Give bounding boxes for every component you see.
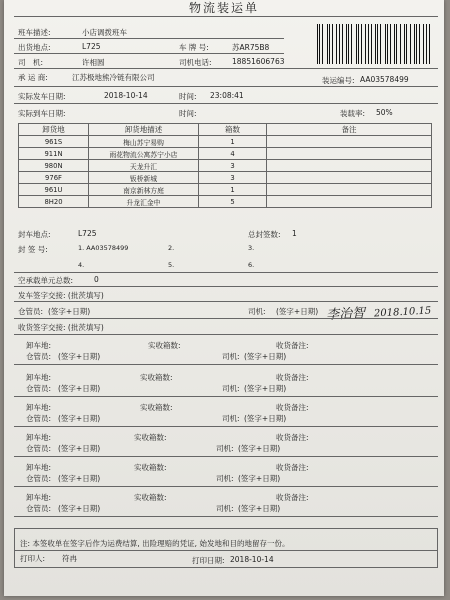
unload-point-label: 卸车地: (26, 493, 52, 502)
seal-location-label: 封车地点: (18, 230, 51, 239)
departure-sign-title: 发车签字交接: (批茨填写) (18, 291, 104, 300)
unload-point-label: 卸车地: (26, 373, 52, 382)
seal-item-2: 2. (168, 244, 175, 252)
divider (14, 16, 438, 17)
divider (14, 286, 438, 287)
divider (14, 272, 438, 273)
loading-no-label: 装运编号: (322, 76, 355, 85)
seal-item-1: 1. AA03578499 (78, 244, 129, 252)
divider (14, 318, 438, 319)
print-date-value: 2018-10-14 (230, 555, 274, 564)
unload-driver-label: 司机: (222, 352, 240, 361)
cell-remark (267, 148, 432, 160)
driver-label: 司 机: (18, 58, 44, 67)
depart-time-label: 时间: (179, 92, 197, 101)
seal-item-6: 6. (248, 261, 255, 269)
unload-driver-hint: (签字+日期) (244, 384, 287, 393)
divider (14, 103, 438, 104)
unload-driver-hint: (签字+日期) (238, 504, 281, 513)
print-date-label: 打印日期: (192, 556, 225, 565)
departure-driver-hint: (签字+日期) (276, 307, 319, 316)
cell-remark (267, 136, 432, 148)
phone-label: 司机电话: (179, 58, 212, 67)
depot-label: 出货地点: (18, 43, 51, 52)
divider (14, 334, 438, 335)
divider (14, 301, 438, 302)
table-row (19, 136, 432, 148)
divider (14, 396, 438, 397)
receive-remark-label: 收货备注: (276, 403, 309, 412)
plate-value: 苏AR75B8 (232, 43, 270, 52)
unload-driver-hint: (签字+日期) (238, 444, 281, 453)
received-qty-label: 实收箱数: (134, 463, 167, 472)
departure-driver-label: 司机: (248, 307, 266, 316)
seal-item-3: 3. (248, 244, 255, 252)
cell-desc: 梅山苏宁易购 (89, 136, 199, 148)
phone-value: 18851606763 (232, 57, 285, 66)
cell-code: 961U (19, 184, 89, 196)
table-row (19, 160, 432, 172)
unload-driver-label: 司机: (216, 444, 234, 453)
loading-no-value: AA03578499 (360, 75, 409, 84)
cell-desc: 钣桥新城 (89, 172, 199, 184)
printer-label: 打印人: (20, 554, 46, 563)
cell-desc: 南京新林方庭 (89, 184, 199, 196)
cell-remark (267, 160, 432, 172)
seal-item-4: 4. (78, 261, 85, 269)
receive-remark-label: 收货备注: (276, 341, 309, 350)
received-qty-label: 实收箱数: (134, 433, 167, 442)
cell-code: 961S (19, 136, 89, 148)
arrive-time-label: 时间: (179, 109, 197, 118)
driver-signature-date: 2018.10.15 (373, 305, 432, 320)
load-rate-value: 50% (376, 108, 393, 117)
empty-boxes-value: 0 (94, 275, 99, 284)
departure-warehouse-label: 仓管员: (18, 307, 44, 316)
route-label: 班车描述: (18, 28, 51, 37)
divider (14, 456, 438, 457)
warehouse-keeper-hint: (签字+日期) (58, 504, 101, 513)
document-title: 物流装运单 (188, 1, 259, 15)
divider (14, 516, 438, 517)
carrier-value: 江苏极地熊冷链有限公司 (72, 73, 155, 82)
cell-desc: 升龙汇金中 (89, 196, 199, 208)
warehouse-keeper-label: 仓管员: (26, 352, 52, 361)
cell-code: 8H20 (19, 196, 89, 208)
warehouse-keeper-label: 仓管员: (26, 384, 52, 393)
seal-no-label: 封 签 号: (18, 245, 48, 254)
cell-boxes: 3 (199, 160, 267, 172)
depot-value: L725 (82, 42, 101, 51)
divider (14, 486, 438, 487)
total-seals-value: 1 (292, 229, 297, 238)
unload-point-label: 卸车地: (26, 403, 52, 412)
received-qty-label: 实收箱数: (148, 341, 181, 350)
received-qty-label: 实收箱数: (140, 403, 173, 412)
unload-point-label: 卸车地: (26, 433, 52, 442)
receive-remark-label: 收货备注: (276, 373, 309, 382)
warehouse-keeper-label: 仓管员: (26, 414, 52, 423)
cell-code: 911N (19, 148, 89, 160)
warehouse-keeper-label: 仓管员: (26, 444, 52, 453)
cell-remark (267, 172, 432, 184)
receive-remark-label: 收货备注: (276, 433, 309, 442)
receiving-title: 收货签字交接: (批茨填写) (18, 323, 104, 332)
warehouse-keeper-label: 仓管员: (26, 504, 52, 513)
divider (14, 53, 284, 54)
divider (14, 38, 284, 39)
unload-driver-label: 司机: (216, 504, 234, 513)
empty-boxes-label: 空承载单元总数: (18, 276, 74, 285)
route-value: 小店调拨班车 (82, 28, 127, 37)
divider (14, 550, 438, 551)
cell-code: 980N (19, 160, 89, 172)
driver-value: 许相圆 (82, 58, 105, 67)
col-header-unload-desc: 卸货地描述 (89, 124, 199, 136)
unload-point-label: 卸车地: (26, 341, 52, 350)
footer-note: 注: 本签收单在签字后作为运费结算, 出险理赔的凭证, 始发地和目的地留存一份。 (20, 539, 290, 548)
warehouse-keeper-hint: (签字+日期) (58, 384, 101, 393)
col-header-remarks: 备注 (267, 124, 432, 136)
warehouse-keeper-label: 仓管员: (26, 474, 52, 483)
unload-point-label: 卸车地: (26, 463, 52, 472)
table-row (19, 196, 432, 208)
depart-date-value: 2018-10-14 (104, 91, 148, 100)
cell-code: 976F (19, 172, 89, 184)
warehouse-keeper-hint: (签字+日期) (58, 352, 101, 361)
depart-time-value: 23:08:41 (210, 91, 244, 100)
cell-boxes: 1 (199, 184, 267, 196)
cell-desc: 雨花物流公寓苏宁小店 (89, 148, 199, 160)
seal-location-value: L725 (78, 229, 97, 238)
cell-desc: 天龙升汇 (89, 160, 199, 172)
cell-boxes: 1 (199, 136, 267, 148)
col-header-boxes: 箱数 (199, 124, 267, 136)
cell-boxes: 4 (199, 148, 267, 160)
warehouse-keeper-hint: (签字+日期) (58, 474, 101, 483)
plate-label: 车 牌 号: (179, 43, 209, 52)
goods-table (18, 123, 432, 208)
total-seals-label: 总封签数: (248, 230, 281, 239)
unload-driver-label: 司机: (222, 384, 240, 393)
warehouse-keeper-hint: (签字+日期) (58, 444, 101, 453)
printer-value: 符冉 (62, 554, 77, 563)
unload-driver-label: 司机: (222, 414, 240, 423)
table-header-row (19, 124, 432, 136)
cell-remark (267, 196, 432, 208)
cell-boxes: 5 (199, 196, 267, 208)
divider (14, 86, 438, 87)
driver-signature: 李治智 (325, 305, 366, 324)
divider (14, 364, 438, 365)
received-qty-label: 实收箱数: (140, 373, 173, 382)
waybill-paper (4, 0, 444, 596)
depart-date-label: 实际发车日期: (18, 92, 66, 101)
receive-remark-label: 收货备注: (276, 463, 309, 472)
unload-driver-label: 司机: (216, 474, 234, 483)
col-header-unload-point: 卸货地 (19, 124, 89, 136)
departure-warehouse-hint: (签字+日期) (48, 307, 91, 316)
unload-driver-hint: (签字+日期) (244, 414, 287, 423)
table-row (19, 148, 432, 160)
cell-remark (267, 184, 432, 196)
receive-remark-label: 收货备注: (276, 493, 309, 502)
divider (14, 426, 438, 427)
barcode (317, 24, 432, 64)
table-row (19, 184, 432, 196)
warehouse-keeper-hint: (签字+日期) (58, 414, 101, 423)
unload-driver-hint: (签字+日期) (244, 352, 287, 361)
arrive-date-label: 实际到车日期: (18, 109, 66, 118)
carrier-label: 承 运 商: (18, 73, 48, 82)
unload-driver-hint: (签字+日期) (238, 474, 281, 483)
load-rate-label: 装载率: (340, 109, 366, 118)
seal-item-5: 5. (168, 261, 175, 269)
table-row (19, 172, 432, 184)
received-qty-label: 实收箱数: (134, 493, 167, 502)
divider (14, 68, 438, 69)
cell-boxes: 3 (199, 172, 267, 184)
